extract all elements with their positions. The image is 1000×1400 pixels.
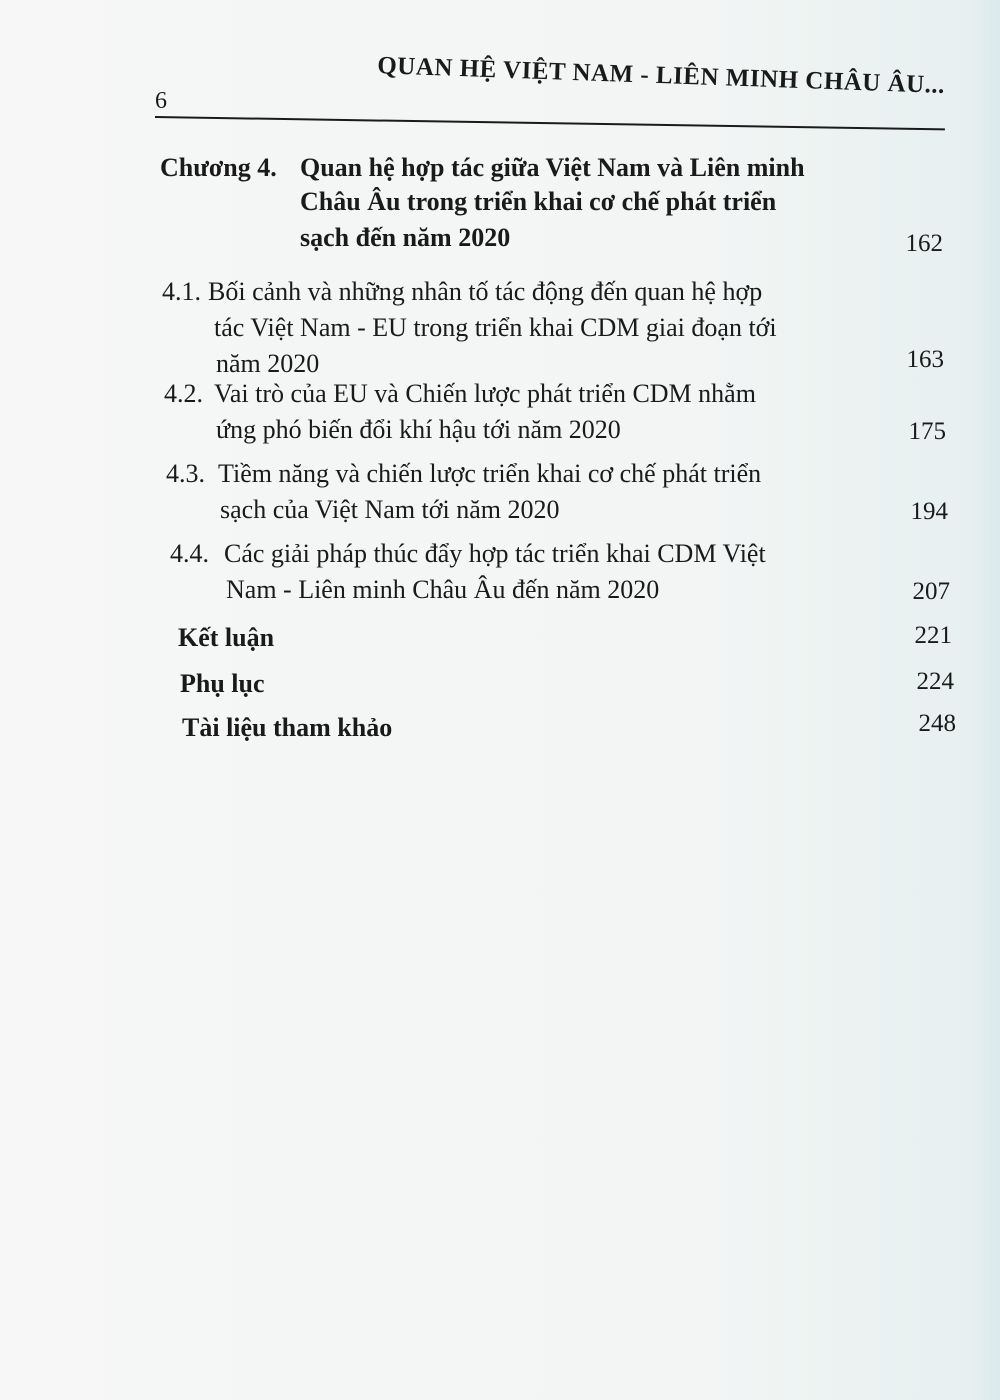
chapter-title-line: Quan hệ hợp tác giữa Việt Nam và Liên minh bbox=[300, 153, 805, 182]
section-title-line: tác Việt Nam - EU trong triển khai CDM giai đoạn tới bbox=[214, 313, 777, 342]
section-title-line: năm 2020 bbox=[216, 349, 320, 378]
page-number: 6 bbox=[155, 88, 167, 114]
chapter-label: Chương 4. bbox=[160, 153, 277, 182]
section-title-line: Tiềm năng và chiến lược triển khai cơ chế phát triển bbox=[218, 459, 762, 488]
section-title-line: Bối cảnh và những nhân tố tác động đến quan hệ hợp bbox=[208, 277, 763, 306]
section-number: 4.1. bbox=[162, 277, 201, 306]
toc-page-number: 175 bbox=[908, 418, 946, 445]
running-title: QUAN HỆ VIỆT NAM - LIÊN MINH CHÂU ÂU... bbox=[376, 52, 946, 99]
page-header bbox=[155, 52, 946, 120]
section-number: 4.4. bbox=[170, 539, 209, 568]
section-title-line: sạch của Việt Nam tới năm 2020 bbox=[220, 495, 560, 524]
toc-page-number: 221 bbox=[914, 622, 952, 649]
back-matter-title: Phụ lục bbox=[180, 669, 265, 698]
back-matter-title: Tài liệu tham khảo bbox=[182, 713, 393, 742]
section-title-line: Nam - Liên minh Châu Âu đến năm 2020 bbox=[226, 575, 660, 604]
section-number: 4.2. bbox=[164, 379, 203, 408]
toc-page-number: 194 bbox=[910, 498, 948, 525]
section-number: 4.3. bbox=[166, 459, 205, 488]
header-rule bbox=[155, 116, 945, 130]
section-title-line: Vai trò của EU và Chiến lược phát triển CDM nhằm bbox=[214, 379, 756, 408]
toc-page-number: 248 bbox=[918, 710, 956, 737]
toc-page-number: 224 bbox=[916, 668, 954, 695]
back-matter-title: Kết luận bbox=[178, 623, 275, 652]
chapter-title-line: Châu Âu trong triển khai cơ chế phát triển bbox=[300, 187, 777, 216]
page-edge-shadow bbox=[972, 0, 1000, 1400]
toc-page-number: 207 bbox=[912, 578, 950, 605]
section-title-line: Các giải pháp thúc đẩy hợp tác triển khai CDM Việt bbox=[224, 539, 766, 568]
section-title-line: ứng phó biến đổi khí hậu tới năm 2020 bbox=[216, 415, 621, 444]
toc-page-number: 163 bbox=[906, 346, 944, 373]
chapter-title-line: sạch đến năm 2020 bbox=[300, 223, 511, 252]
toc-page-number: 162 bbox=[905, 230, 943, 257]
table-of-contents bbox=[160, 150, 960, 750]
